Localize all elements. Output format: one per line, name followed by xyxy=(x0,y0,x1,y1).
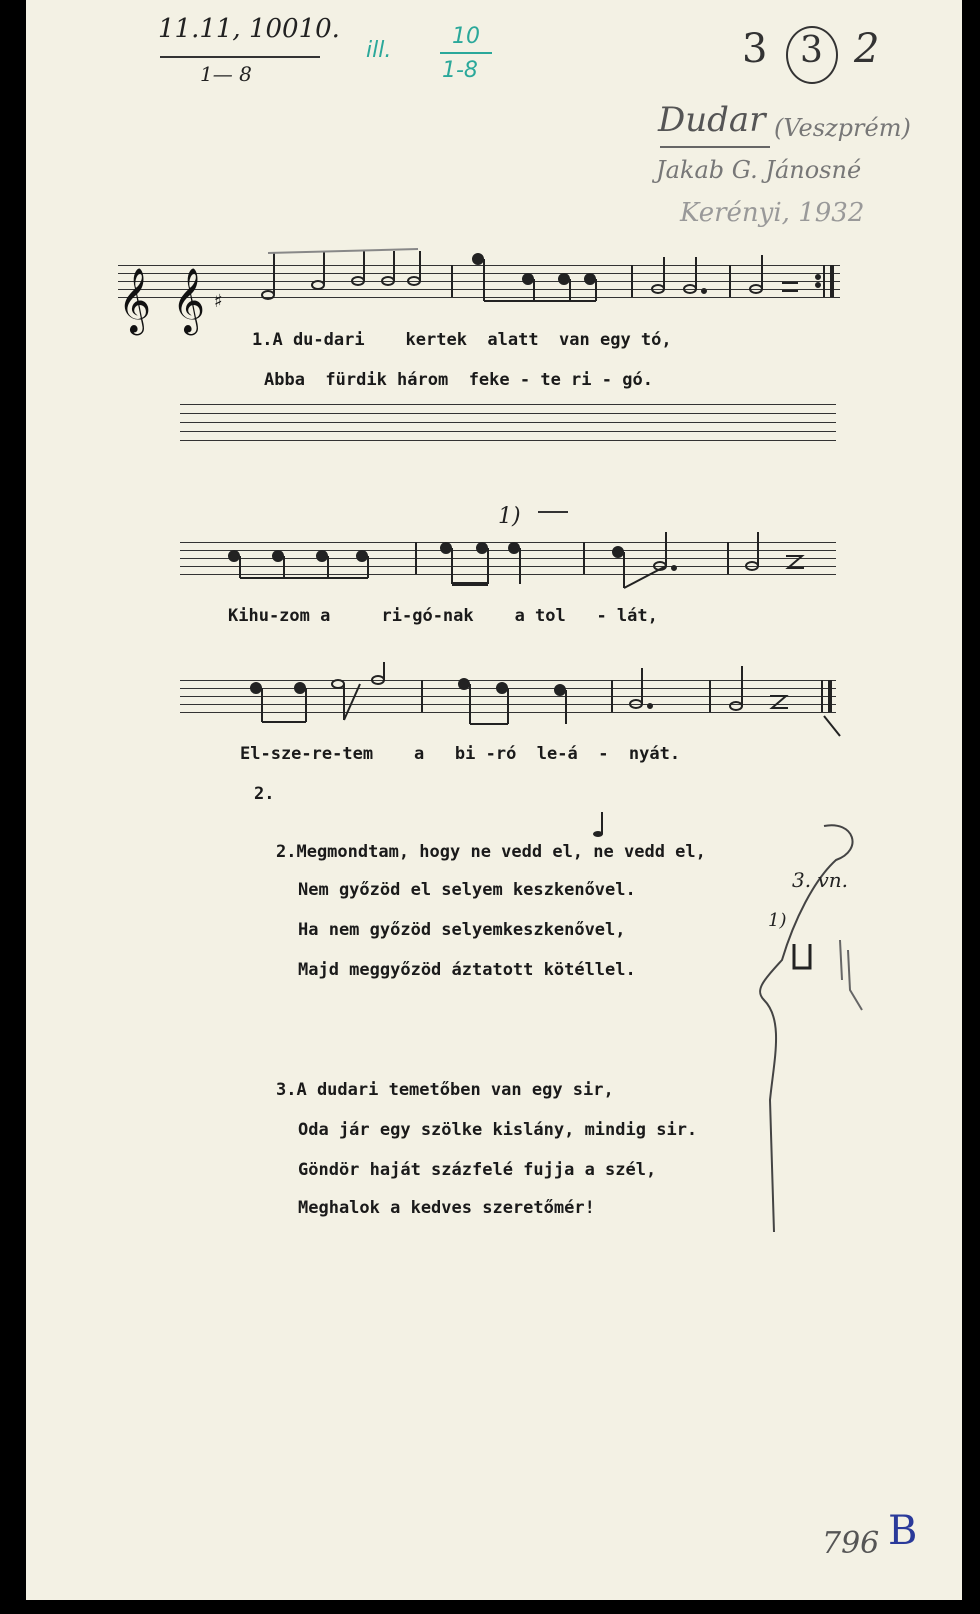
place-name: Dudar xyxy=(658,100,766,140)
inventory-number-bottom: 1— 8 xyxy=(200,62,252,86)
treble-clef-icon: 𝄞 xyxy=(172,268,206,333)
staff-3-notation xyxy=(180,650,860,740)
manuscript-page xyxy=(26,0,962,1600)
staff-1-notation xyxy=(118,235,840,333)
verse-3-line: Göndör haját százfelé fujja a szél, xyxy=(298,1160,657,1180)
inventory-underline xyxy=(160,56,320,58)
page-number-right: 2 xyxy=(854,26,880,72)
handwritten-note-icon xyxy=(586,808,626,888)
verse-2-line: 2.Megmondtam, hogy ne vedd el, ne vedd el, xyxy=(276,842,706,862)
verse-1-line-1: 1.A du-dari kertek alatt van egy tó, xyxy=(252,330,672,350)
verse-3-line: Meghalok a kedves szeretőmér! xyxy=(298,1198,595,1218)
sharp-icon: ♯ xyxy=(214,291,223,312)
county-name: (Veszprém) xyxy=(774,114,911,142)
margin-variant-note: 3. vn. xyxy=(792,868,848,892)
catalog-number: 796 xyxy=(822,1526,880,1561)
staff-2-notation xyxy=(180,512,836,602)
verse-3-line: Oda jár egy szölke kislány, mindig sir. xyxy=(298,1120,698,1140)
catalog-letter: B xyxy=(888,1508,918,1554)
teal-fraction-bottom: 1-8 xyxy=(442,58,478,83)
footnote-marker: 1) xyxy=(498,504,521,529)
empty-music-staff xyxy=(180,404,836,436)
music-staff-2 xyxy=(180,542,836,574)
refrain-line-1: Kihu-zom a ri-gó-nak a tol - lát, xyxy=(228,606,658,626)
verse-1-line-2: Abba fürdik három feke - te ri - gó. xyxy=(264,370,653,390)
margin-footnote-mark: 1) xyxy=(768,910,787,931)
inventory-number-top: 11.11, 10010. xyxy=(158,14,340,44)
page-number-circled: 3 xyxy=(800,30,823,71)
teal-prefix: ill. xyxy=(366,38,392,63)
music-staff-1 xyxy=(118,265,840,333)
collector-year: Kerényi, 1932 xyxy=(680,198,865,228)
teal-fraction-top: 10 xyxy=(452,24,480,49)
refrain-line-2: El-sze-re-tem a bi -ró le-á - nyát. xyxy=(240,744,681,764)
verse-2-line: Nem győzöd el selyem keszkenővel. xyxy=(298,880,636,900)
verse-2-line: Ha nem győzöd selyemkeszkenővel, xyxy=(298,920,626,940)
page-number-left: 3 xyxy=(742,26,768,72)
verse-2-line: Majd meggyőzöd áztatott kötéllel. xyxy=(298,960,636,980)
place-underline xyxy=(660,146,770,148)
teal-fraction-line xyxy=(440,52,492,54)
music-staff-3 xyxy=(180,680,836,712)
refrain-number: 2. xyxy=(254,784,275,804)
verse-3-line: 3.A dudari temetőben van egy sir, xyxy=(276,1080,614,1100)
treble-clef-icon: 𝄞 xyxy=(118,268,152,333)
singer-name: Jakab G. Jánosné xyxy=(656,156,862,184)
